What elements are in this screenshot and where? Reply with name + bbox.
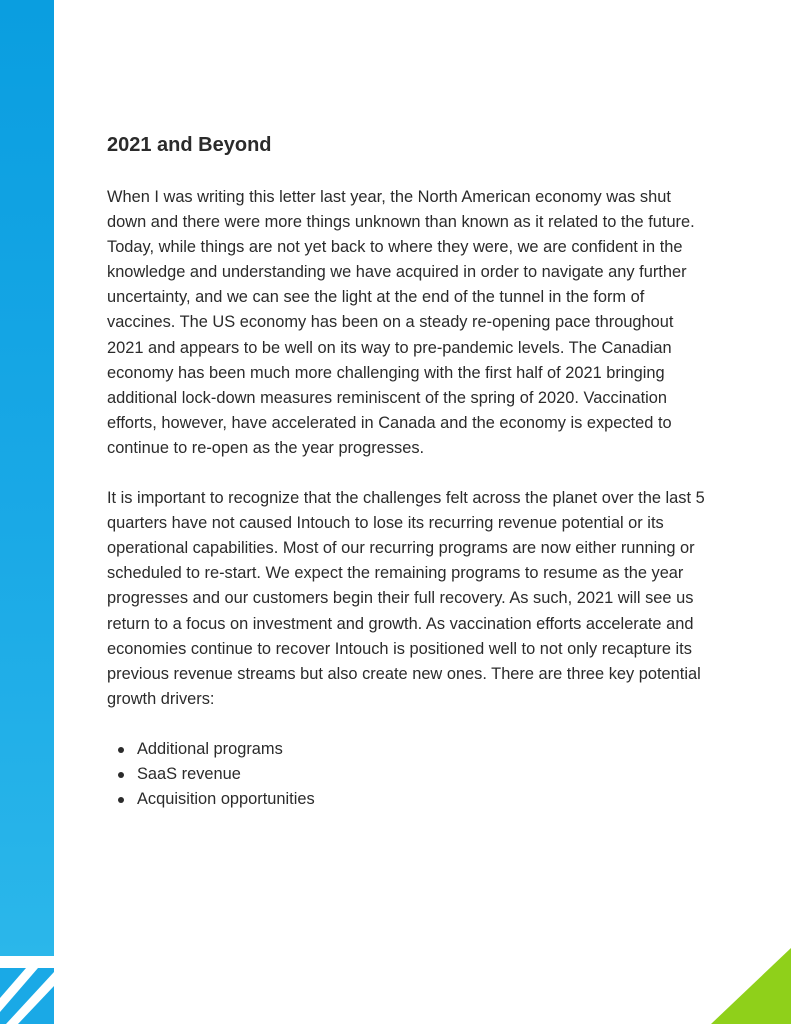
list-item-text: SaaS revenue — [137, 764, 241, 783]
growth-drivers-list — [107, 737, 711, 812]
list-item — [107, 737, 711, 762]
list-item-text: Additional programs — [137, 739, 283, 758]
bullet-icon — [118, 772, 124, 778]
corner-accent-triangle — [711, 948, 791, 1024]
left-accent-bar — [0, 0, 54, 956]
bullet-icon — [118, 797, 124, 803]
list-item — [107, 762, 711, 787]
bullet-icon — [118, 747, 124, 753]
section-heading: 2021 and Beyond — [107, 134, 272, 156]
letter-body — [107, 131, 711, 812]
list-item-text: Acquisition opportunities — [137, 790, 315, 809]
list-item — [107, 787, 711, 812]
paragraph-economy-outlook: When I was writing this letter last year, the North American economy was shut down and there were more things unknown than known as it related to the future. Today, while things are not yet back to where they were, we are confident in the knowledge and understanding we have acquired in order to navigate any further uncertainty, and we can see the light at the end of the tunnel in the form of vaccines. The US economy has been on a steady re-opening pace throughout 2021 and appears to be well on its way to pre-pandemic levels. The Canadian economy has been much more challenging with the first half of 2021 bringing additional lock-down measures reminiscent of the spring of 2020. Vaccination efforts, however, have accelerated in Canada and the economy is expected to continue to re-open as the year progresses. — [107, 188, 695, 457]
stripes-logo-icon — [0, 968, 54, 1024]
paragraph-growth-drivers: It is important to recognize that the challenges felt across the planet over the last 5 quarters have not caused Intouch to lose its recurring revenue potential or its operational capabilities. Most of our recurring programs are now either running or scheduled to re-start. We expect the remaining programs to resume as the year progresses and our customers begin their full recovery. As such, 2021 will see us return to a focus on investment and growth. As vaccination efforts accelerate and economies continue to recover Intouch is positioned well to not only recapture its previous revenue streams but also create new ones. There are three key potential growth drivers: — [107, 489, 705, 708]
